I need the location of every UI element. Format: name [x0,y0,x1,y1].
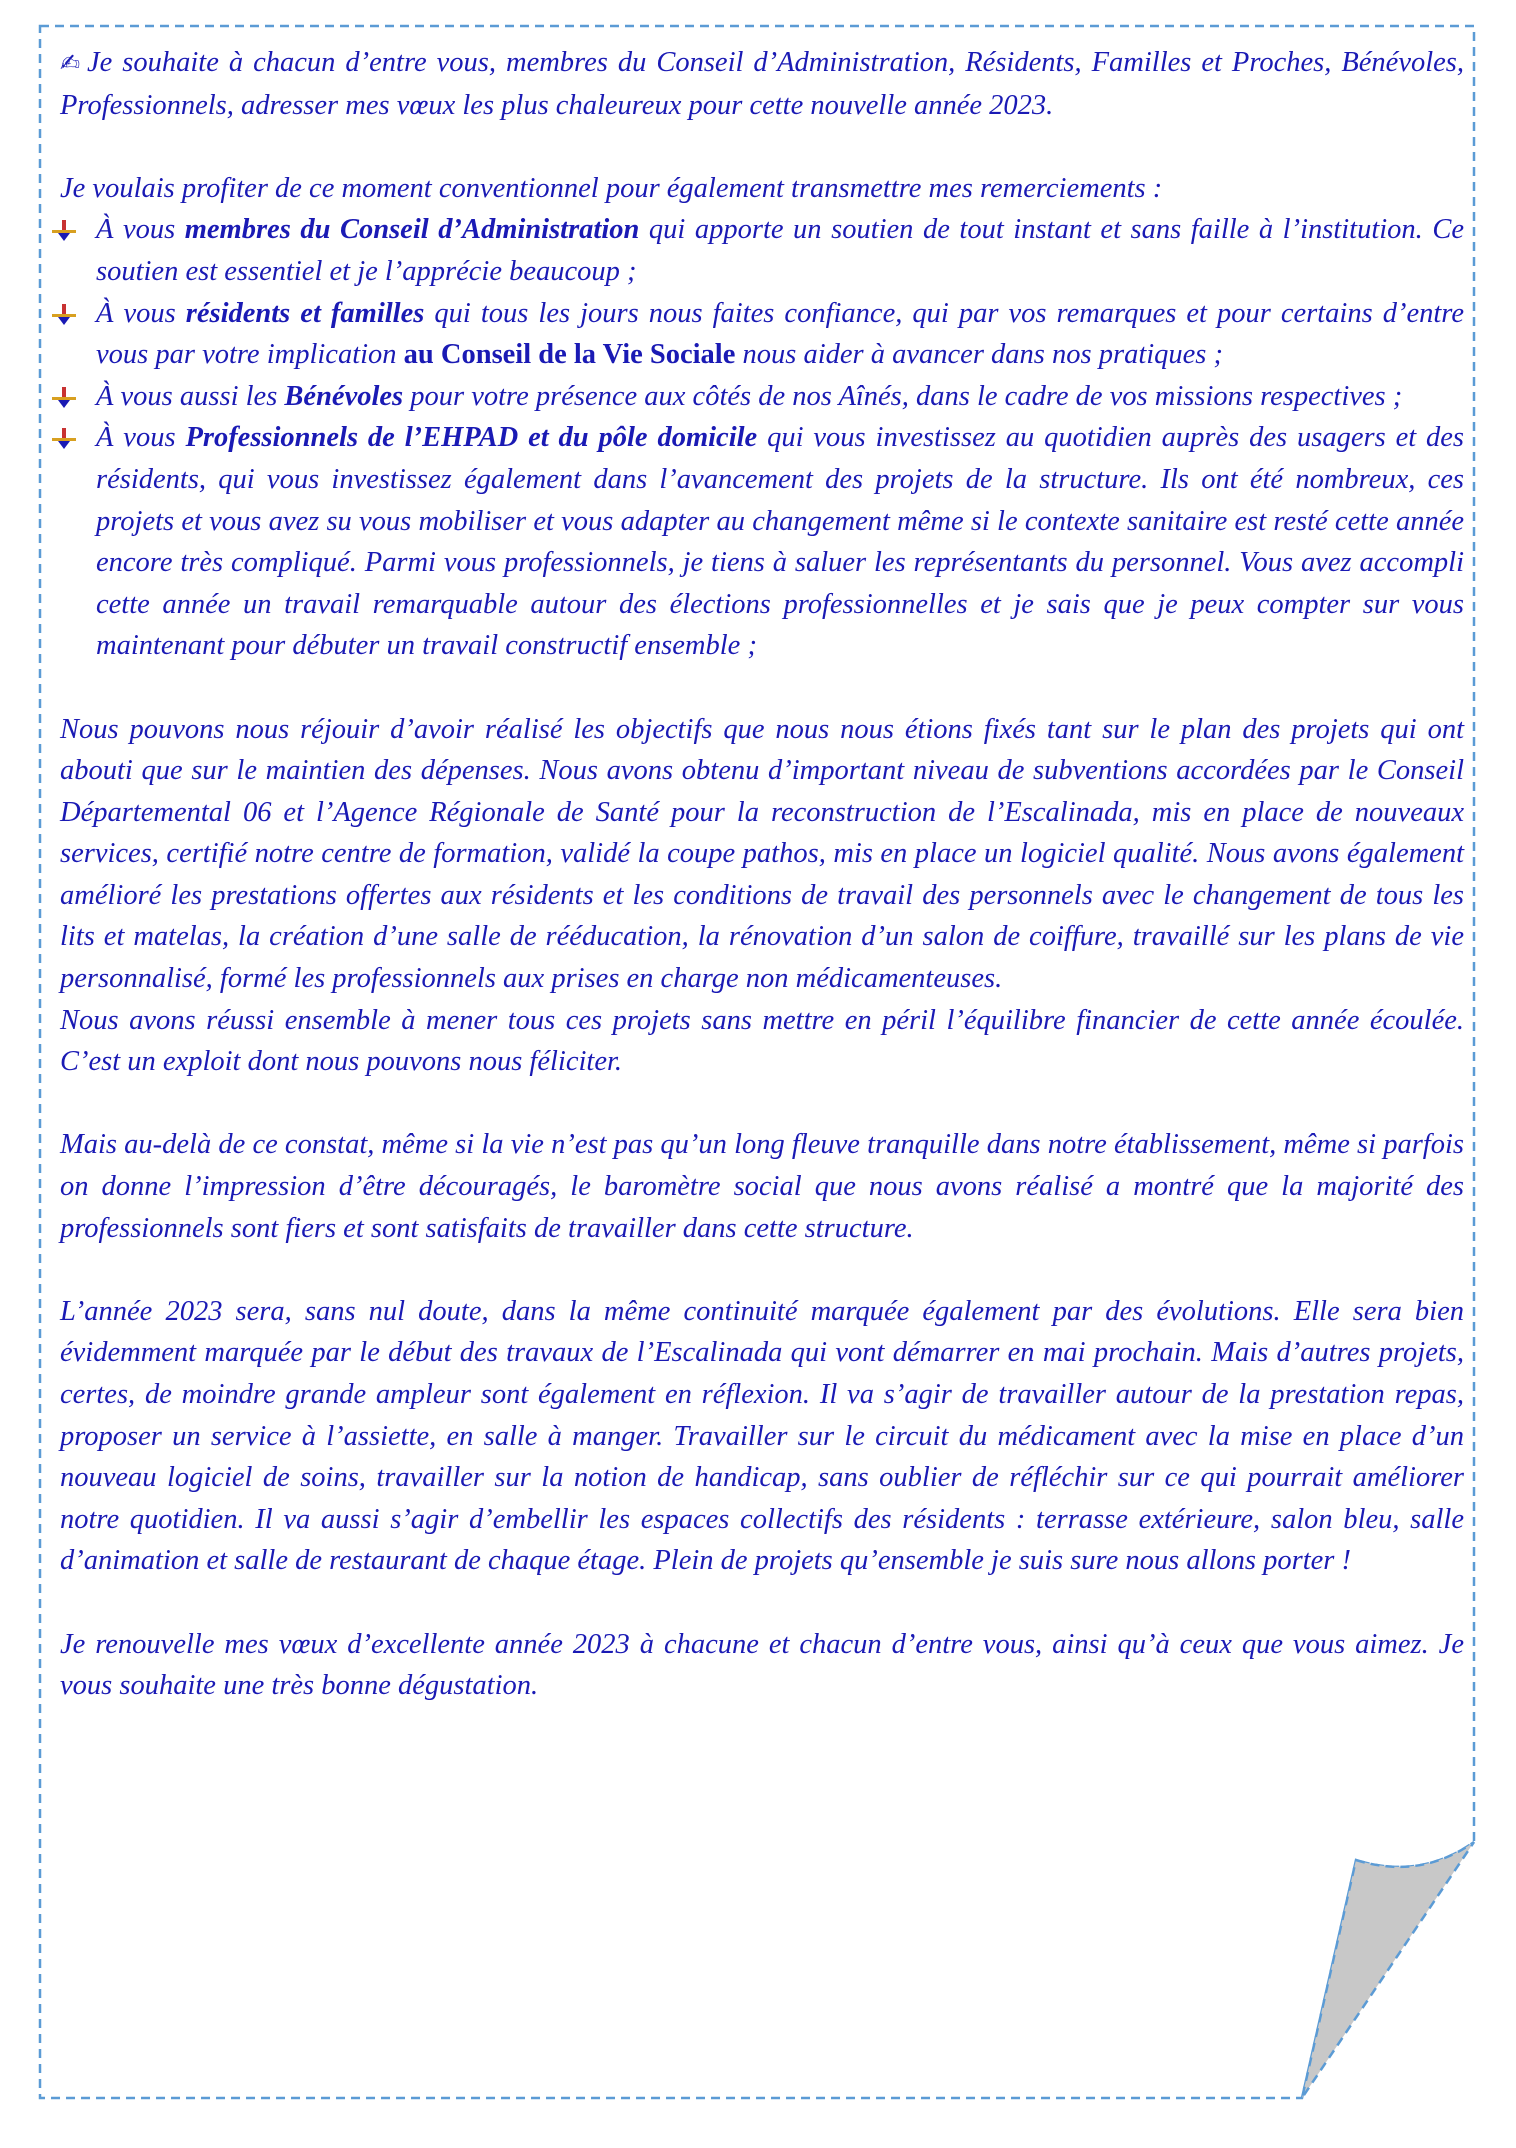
down-arrow-bullet-icon [52,220,76,242]
paragraph-2023-plans: L’année 2023 sera, sans nul doute, dans la même continuité marquée également par des évolutions. Elle sera bien évidemment marquée par le début des travaux de l’Escalinada qui vont démarrer en mai prochain. Mais d’autres projets, certes, de moindre grande ampleur sont également en réflexion. Il va s’agir de travailler autour de la prestation repas, proposer un service à l’assiette, en salle à manger. Travailler sur le circuit du médicament avec la mise en place d’un nouveau logiciel de soins, travailler sur la notion de handicap, sans oublier de réfléchir sur ce qui pourrait améliorer notre quotidien. Il va aussi s’agir d’embellir les espaces collectifs des résidents : terrasse extérieure, salon bleu, salle d’animation et salle de restaurant de chaque étage. Plein de projets qu’ensemble je suis sure nous allons porter ! [60,1295,1464,1577]
bullet-text: qui apporte un soutien de tout instant et sans faille à l’institution. Ce soutien est essentiel et je l’apprécie beaucoup ; [96,214,1464,287]
paragraph-closing: Je renouvelle mes vœux d’excellente année 2023 à chacune et chacun d’entre vous, ainsi qu’à ceux que vous aimez. Je vous souhaite une très bonne dégustation. [60,1628,1464,1702]
paragraph-financial: Nous avons réussi ensemble à mener tous ces projets sans mettre en péril l’équilibre financier de cette année écoulée. C’est un exploit dont nous pouvons nous féliciter. [60,1004,1464,1078]
thanks-intro: Je voulais profiter de ce moment conventionnel pour également transmettre mes remerciements : [60,172,1163,204]
list-item [60,293,1464,376]
down-arrow-bullet-icon [52,304,76,326]
bullet-emphasis: résidents et familles [185,297,425,329]
list-item [60,376,1464,418]
page-curl [1302,1842,1474,2098]
bullet-text: nous aider à avancer dans nos pratiques ; [735,339,1224,371]
writing-hand-icon: ✍ [60,49,83,77]
bullet-emphasis: membres du Conseil d’Administration [184,214,640,246]
letter-body [60,42,1464,1707]
bullet-text: À vous [96,214,185,246]
intro-text: Je souhaite à chacun d’entre vous, membres du Conseil d’Administration, Résidents, Familles et Proches, Bénévoles, Professionnels, adresser mes vœux les plus chaleureux pour cette nouvelle année 2023. [60,47,1465,121]
thanks-list [60,209,1464,667]
bullet-text: À vous [96,422,186,454]
bullet-text: À vous aussi les [96,380,285,412]
bullet-emphasis: Professionnels de l’EHPAD et du pôle domicile [185,422,758,454]
bullet-text: À vous [96,297,186,329]
bullet-emphasis: au Conseil de la Vie Sociale [403,339,736,371]
down-arrow-bullet-icon [52,387,76,409]
down-arrow-bullet-icon [52,428,76,450]
list-item [60,417,1464,667]
bullet-text: qui vous investissez au quotidien auprès des usagers et des résidents, qui vous investissez également dans l’avancement des projets de la structure. Ils ont été nombreux, ces projets et vous avez su vous mobiliser et vous adapter au changement même si le contexte sanitaire est resté cette année encore très compliqué. Parmi vous professionnels, je tiens à saluer les représentants du personnel. Vous avez accompli cette année un travail remarquable autour des élections professionnelles et je sais que je peux compter sur vous maintenant pour débuter un travail constructif ensemble ; [96,422,1465,662]
bullet-text: qui tous les jours nous faites confiance, qui par vos remarques et pour certains d’entre vous par votre implication [96,297,1464,371]
bullet-emphasis: Bénévoles [284,380,404,412]
list-item [60,209,1464,292]
intro-paragraph [60,42,1464,126]
paragraph-social-barometer: Mais au-delà de ce constat, même si la vie n’est pas qu’un long fleuve tranquille dans notre établissement, même si parfois on donne l’impression d’être découragés, le baromètre social que nous avons réalisé a montré que la majorité des professionnels sont fiers et sont satisfaits de travailler dans cette structure. [60,1129,1464,1244]
bullet-text: pour votre présence aux côtés de nos Aînés, dans le cadre de vos missions respectives ; [403,380,1403,412]
paragraph-achievements: Nous pouvons nous réjouir d’avoir réalisé les objectifs que nous nous étions fixés tant sur le plan des projets qui ont abouti que sur le maintien des dépenses. Nous avons obtenu d’important niveau de subventions accordées par le Conseil Départemental 06 et l’Agence Régionale de Santé pour la reconstruction de l’Escalinada, mis en place de nouveaux services, certifié notre centre de formation, validé la coupe pathos, mis en place un logiciel qualité. Nous avons également amélioré les prestations offertes aux résidents et les conditions de travail des personnels avec le changement de tous les lits et matelas, la création d’une salle de rééducation, la rénovation d’un salon de coiffure, travaillé sur les plans de vie personnalisé, formé les professionnels aux prises en charge non médicamenteuses. [60,713,1464,995]
